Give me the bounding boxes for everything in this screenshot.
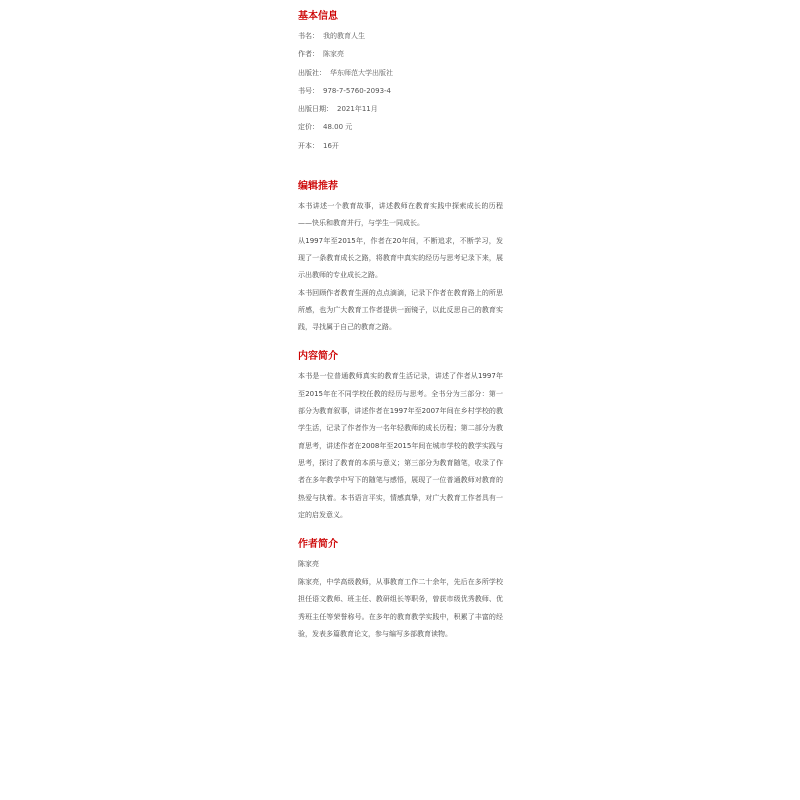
content-intro-title: 内容简介 xyxy=(298,351,338,363)
info-value: 48.00 元 xyxy=(323,123,353,132)
info-value: 2021年11月 xyxy=(337,105,378,114)
basic-info-title: 基本信息 xyxy=(298,11,338,22)
book-detail-content xyxy=(298,0,503,643)
paragraph: 陈家亮，中学高级教师，从事教育工作二十余年，先后在多所学校担任语文教师、班主任、教研组长等职务，曾获市级优秀教师、优秀班主任等荣誉称号。在多年的教育教学实践中，积累了丰富的经验，发表多篇教育论文，参与编写多部教育读物。 xyxy=(298,578,503,639)
info-value: 16开 xyxy=(323,141,339,150)
info-label: 书号： xyxy=(298,86,319,95)
info-row-author xyxy=(298,50,503,68)
author-name: 陈家亮 xyxy=(298,560,319,569)
info-label: 书名： xyxy=(298,32,319,40)
info-value: 978-7-5760-2093-4 xyxy=(323,86,392,95)
paragraph: 从1997年至2015年，作者在20年间，不断追求，不断学习，发现了一条教育成长之路，将教育中真实的经历与思考记录下来，展示出教师的专业成长之路。 xyxy=(298,236,503,280)
info-row-format xyxy=(298,142,503,160)
basic-info-list xyxy=(298,32,503,160)
info-label: 定价： xyxy=(298,123,319,132)
info-row-isbn xyxy=(298,87,503,105)
info-row-price xyxy=(298,123,503,141)
editor-recommendation-title: 编辑推荐 xyxy=(298,181,338,193)
info-row-publisher xyxy=(298,69,503,87)
info-value: 我的教育人生 xyxy=(323,32,365,40)
info-label: 作者： xyxy=(298,50,319,59)
info-value: 华东师范大学出版社 xyxy=(330,68,393,77)
basic-info-section xyxy=(298,10,503,160)
info-label: 出版社： xyxy=(298,68,326,77)
paragraph: 本书回顾作者教育生涯的点点滴滴，记录下作者在教育路上的所思所感，也为广大教育工作者提供一面镜子，以此反思自己的教育实践，寻找属于自己的教育之路。 xyxy=(298,288,503,332)
info-label: 开本： xyxy=(298,141,319,150)
content-intro-section xyxy=(298,350,503,524)
info-row-pubdate xyxy=(298,105,503,123)
info-row-title xyxy=(298,32,503,50)
paragraph: 本书是一位普通教师真实的教育生活记录，讲述了作者从1997年至2015年在不同学校任教的经历与思考。全书分为三部分：第一部分为教育叙事，讲述作者在1997年至2007年间在乡村学校的教学生活，记录了作者作为一名年轻教师的成长历程；第二部分为教育思考，讲述作者在2008年至2015年间在城市学校的教学实践与思考，探讨了教育的本质与意义；第三部分为教育随笔，收录了作者在多年教学中写下的随笔与感悟，展现了一位普通教师对教育的热爱与执着。本书语言平实，情感真挚，对广大教育工作者具有一定的启发意义。 xyxy=(298,372,503,519)
author-intro-title: 作者简介 xyxy=(298,539,338,551)
info-value: 陈家亮 xyxy=(323,50,344,59)
paragraph: 本书讲述一个教育故事，讲述教师在教育实践中探索成长的历程——快乐和教育并行，与学生一同成长。 xyxy=(298,202,503,228)
author-intro-section xyxy=(298,538,503,643)
editor-recommendation-section xyxy=(298,180,503,336)
info-label: 出版日期： xyxy=(298,105,333,114)
